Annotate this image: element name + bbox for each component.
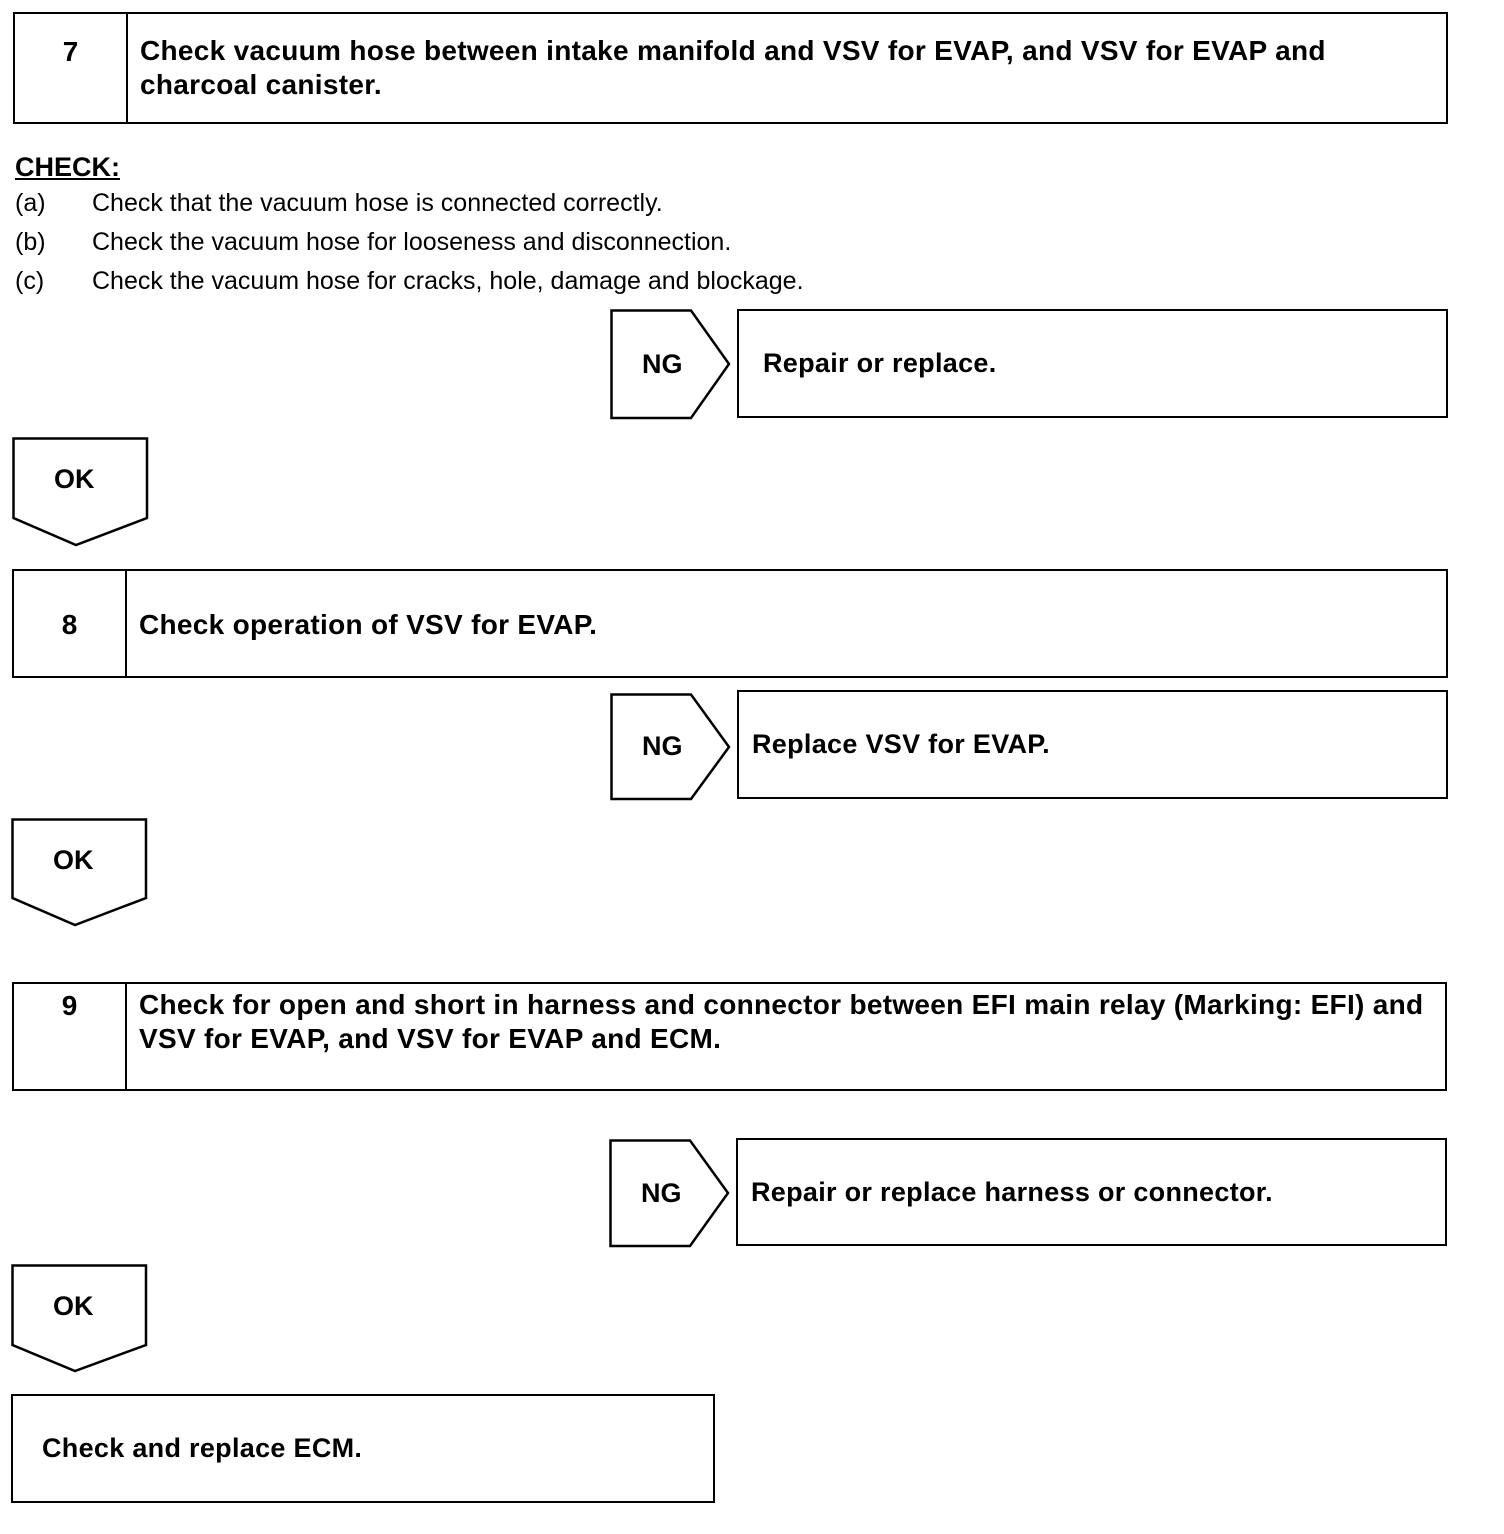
ng-action-text: Repair or replace harness or connector.	[751, 1176, 1273, 1207]
check-item	[15, 267, 804, 296]
check-item-text: Check the vacuum hose for looseness and disconnection.	[92, 228, 732, 256]
check-item-label: (b)	[15, 228, 46, 256]
step-title: Check for open and short in harness and connector between EFI main relay (Marking: EFI) and VSV for EVAP, and VSV for EVAP and ECM.	[139, 989, 1424, 1054]
step-7-box	[13, 12, 1448, 124]
ok-label: OK	[54, 464, 95, 494]
ng-action-box	[737, 690, 1448, 799]
ng-label: NG	[642, 349, 683, 379]
ng-label: NG	[642, 731, 683, 761]
check-item-text: Check that the vacuum hose is connected correctly.	[92, 189, 663, 217]
step-number: 9	[14, 984, 127, 1089]
final-action-box	[11, 1394, 715, 1503]
ng-arrow	[609, 1139, 731, 1249]
check-item	[15, 228, 804, 257]
check-section	[15, 152, 804, 296]
step-title: Check operation of VSV for EVAP.	[139, 609, 598, 640]
check-item-text: Check the vacuum hose for cracks, hole, damage and blockage.	[92, 267, 804, 295]
step-number: 8	[14, 571, 127, 676]
check-item-label: (c)	[15, 267, 45, 295]
step-title: Check vacuum hose between intake manifold and VSV for EVAP, and VSV for EVAP and charcoal canister.	[140, 35, 1326, 100]
check-item	[15, 189, 804, 218]
ng-arrow	[610, 309, 732, 421]
ng-action-box	[736, 1138, 1447, 1246]
check-item-label: (a)	[15, 189, 46, 217]
ok-label: OK	[53, 1291, 94, 1321]
final-action-text: Check and replace ECM.	[42, 1433, 363, 1463]
ok-arrow	[11, 818, 149, 928]
ng-action-text: Repair or replace.	[763, 348, 997, 378]
ng-action-box	[737, 309, 1448, 418]
check-heading: CHECK:	[15, 152, 120, 182]
step-9-box	[12, 982, 1447, 1091]
ng-label: NG	[641, 1178, 682, 1208]
step-8-box	[12, 569, 1448, 678]
ok-label: OK	[53, 845, 94, 875]
ok-arrow	[12, 437, 150, 549]
ng-arrow	[610, 693, 732, 802]
step-number: 7	[15, 14, 128, 122]
ok-arrow	[11, 1264, 149, 1375]
ng-action-text: Replace VSV for EVAP.	[752, 729, 1050, 759]
